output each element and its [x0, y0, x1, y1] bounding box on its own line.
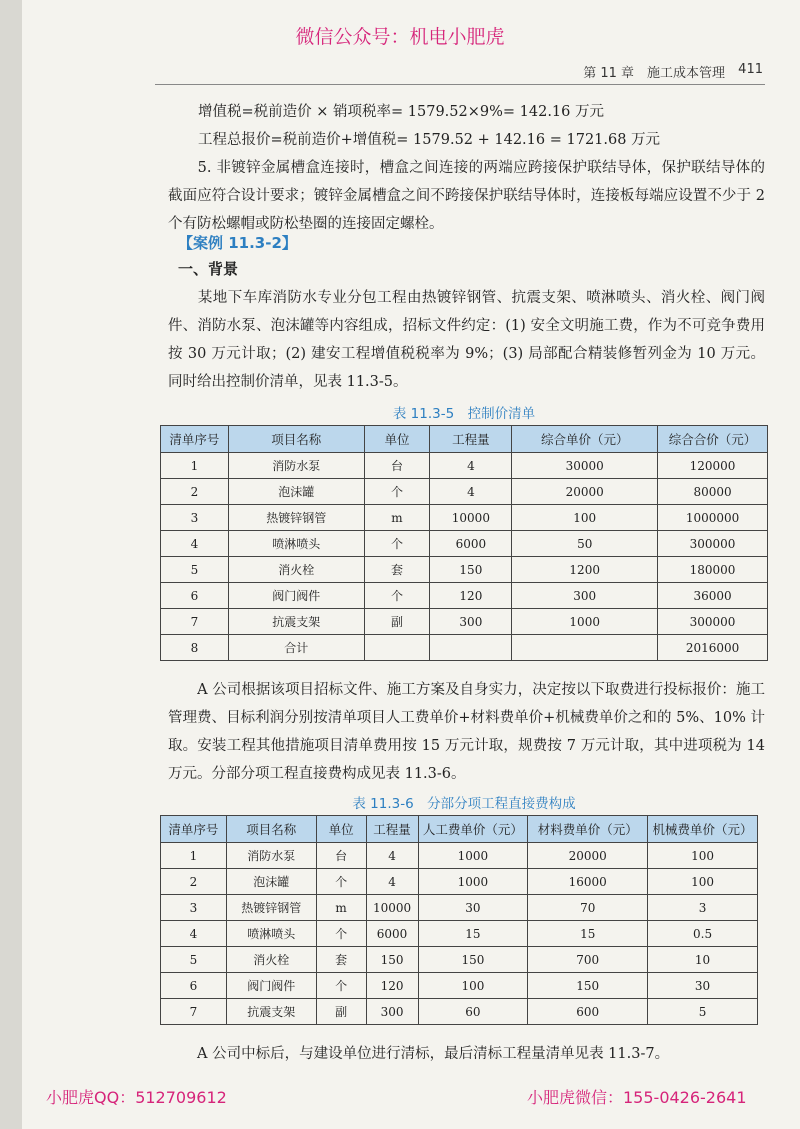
- table-row: [161, 895, 758, 921]
- col-header: 项目名称: [226, 816, 316, 843]
- table-cell: 4: [161, 531, 229, 557]
- table-cell: [512, 635, 658, 661]
- table-cell: 60: [418, 999, 528, 1025]
- table-cell: 喷淋喷头: [226, 921, 316, 947]
- table-cell: 1000: [418, 869, 528, 895]
- table-cell: 1000: [512, 609, 658, 635]
- table-cell: 副: [364, 609, 430, 635]
- table-cell: 台: [316, 843, 366, 869]
- control-price-table: [160, 425, 768, 661]
- table-cell: 1: [161, 453, 229, 479]
- table-cell: 消防水泵: [228, 453, 364, 479]
- formula-total-price: 工程总报价=税前造价+增值税= 1579.52 + 142.16 = 1721.68 万元: [198, 132, 661, 148]
- table-cell: 台: [364, 453, 430, 479]
- table-cell: 4: [430, 479, 512, 505]
- col-header: 项目名称: [228, 426, 364, 453]
- table-cell: 个: [316, 869, 366, 895]
- table-cell: 30000: [512, 453, 658, 479]
- table-row: [161, 973, 758, 999]
- watermark-top: 微信公众号：机电小肥虎: [295, 26, 505, 48]
- col-header: 单位: [364, 426, 430, 453]
- table-row: [161, 479, 768, 505]
- table-row: [161, 843, 758, 869]
- table-row: [161, 583, 768, 609]
- col-header: 工程量: [366, 816, 418, 843]
- col-header: 综合合价（元）: [658, 426, 768, 453]
- table-cell: 4: [366, 843, 418, 869]
- table-cell: 套: [364, 557, 430, 583]
- table-cell: 70: [528, 895, 648, 921]
- table-cell: 3: [648, 895, 758, 921]
- table-cell: 100: [648, 843, 758, 869]
- table-cell: 阀门阀件: [226, 973, 316, 999]
- section-title: 一、背景: [178, 260, 239, 278]
- table-cell: 个: [364, 583, 430, 609]
- table-cell: 阀门阀件: [228, 583, 364, 609]
- paragraph-bid-pricing: A 公司根据该项目招标文件、施工方案及自身实力，决定按以下取费进行投标报价：施工管理费、目标利润分别按清单项目人工费单价+材料费单价+机械费单价之和的 5%、10% 计取。安装工程其他措施项目清单费用按 15 万元计取，规费按 7 万元计取，其中进项税为 14 万元。分部分项工程直接费构成见表 11.3-6。: [168, 682, 765, 782]
- table-cell: 150: [430, 557, 512, 583]
- table-cell: 100: [648, 869, 758, 895]
- table-cell: 抗震支架: [226, 999, 316, 1025]
- table-cell: 4: [430, 453, 512, 479]
- table-row: [161, 609, 768, 635]
- table-header-row: [161, 426, 768, 453]
- direct-cost-table: [160, 815, 758, 1025]
- table-cell: 0.5: [648, 921, 758, 947]
- table-cell: 7: [161, 609, 229, 635]
- table-cell: 150: [528, 973, 648, 999]
- table-cell: 2016000: [658, 635, 768, 661]
- table-row: [161, 557, 768, 583]
- table-cell: 20000: [512, 479, 658, 505]
- table-cell: [430, 635, 512, 661]
- table-cell: m: [364, 505, 430, 531]
- table-cell: 30: [418, 895, 528, 921]
- paragraph-bid-clearing: A 公司中标后，与建设单位进行清标，最后清标工程量清单见表 11.3-7。: [168, 1046, 670, 1062]
- chapter-title: 第 11 章 施工成本管理: [583, 66, 725, 81]
- watermark-wechat: 小肥虎微信：155-0426-2641: [527, 1088, 747, 1107]
- table-cell: 抗震支架: [228, 609, 364, 635]
- table-cell: 6000: [366, 921, 418, 947]
- table-cell: 热镀锌钢管: [226, 895, 316, 921]
- table-cell: 2: [161, 479, 229, 505]
- table-cell: 6: [161, 973, 227, 999]
- table-cell: 700: [528, 947, 648, 973]
- col-header: 机械费单价（元）: [648, 816, 758, 843]
- table-cell: 5: [161, 947, 227, 973]
- table1-caption: 表 11.3-5 控制价清单: [392, 406, 536, 422]
- table-cell: 8: [161, 635, 229, 661]
- table-cell: 36000: [658, 583, 768, 609]
- table-cell: 10000: [366, 895, 418, 921]
- table-cell: 16000: [528, 869, 648, 895]
- table-cell: 套: [316, 947, 366, 973]
- table-cell: 2: [161, 869, 227, 895]
- table-cell: 1000000: [658, 505, 768, 531]
- col-header: 工程量: [430, 426, 512, 453]
- table-cell: 300000: [658, 609, 768, 635]
- table-cell: 300: [430, 609, 512, 635]
- page-binding-edge: [0, 0, 22, 1129]
- table-cell: 600: [528, 999, 648, 1025]
- table-row: [161, 999, 758, 1025]
- page-header: [155, 58, 765, 85]
- table-cell: 6: [161, 583, 229, 609]
- table2-caption: 表 11.3-6 分部分项工程直接费构成: [352, 796, 576, 812]
- table-cell: 300000: [658, 531, 768, 557]
- table-cell: 5: [161, 557, 229, 583]
- table-cell: 3: [161, 505, 229, 531]
- table-cell: 1200: [512, 557, 658, 583]
- table-cell: 120000: [658, 453, 768, 479]
- table-cell: 180000: [658, 557, 768, 583]
- paragraph-background: 某地下车库消防水专业分包工程由热镀锌钢管、抗震支架、喷淋喷头、消火栓、阀门阀件、消防水泵、泡沫罐等内容组成，招标文件约定：(1) 安全文明施工费，作为不可竞争费用按 30 万元计取；(2) 建安工程增值税税率为 9%；(3) 局部配合精装修暂列金为 10 万元。同时给出控制价清单，见表 11.3-5。: [168, 290, 765, 390]
- table-row: [161, 921, 758, 947]
- table-cell: 1000: [418, 843, 528, 869]
- col-header: 清单序号: [161, 816, 227, 843]
- table-cell: 7: [161, 999, 227, 1025]
- table-cell: 个: [316, 973, 366, 999]
- table-cell: 120: [366, 973, 418, 999]
- col-header: 单位: [316, 816, 366, 843]
- table-cell: 100: [512, 505, 658, 531]
- table-cell: 100: [418, 973, 528, 999]
- table-cell: 消火栓: [228, 557, 364, 583]
- table-cell: 15: [528, 921, 648, 947]
- col-header: 清单序号: [161, 426, 229, 453]
- table-cell: [364, 635, 430, 661]
- table-cell: 热镀锌钢管: [228, 505, 364, 531]
- table-cell: 4: [161, 921, 227, 947]
- table-cell: 30: [648, 973, 758, 999]
- table-cell: 150: [418, 947, 528, 973]
- table-cell: 10: [648, 947, 758, 973]
- table-cell: 泡沫罐: [228, 479, 364, 505]
- table-cell: 5: [648, 999, 758, 1025]
- table-cell: 副: [316, 999, 366, 1025]
- table-cell: 个: [364, 479, 430, 505]
- table-row: [161, 531, 768, 557]
- table-cell: 1: [161, 843, 227, 869]
- table-cell: 80000: [658, 479, 768, 505]
- table-cell: 20000: [528, 843, 648, 869]
- table-cell: 15: [418, 921, 528, 947]
- table-row: [161, 635, 768, 661]
- table-cell: 喷淋喷头: [228, 531, 364, 557]
- table-cell: 消防水泵: [226, 843, 316, 869]
- table-row: [161, 869, 758, 895]
- case-title: 【案例 11.3-2】: [178, 234, 297, 252]
- table-cell: 6000: [430, 531, 512, 557]
- table-row: [161, 505, 768, 531]
- col-header: 材料费单价（元）: [528, 816, 648, 843]
- paragraph-item-5: 5. 非镀锌金属槽盒连接时，槽盒之间连接的两端应跨接保护联结导体，保护联结导体的截面应符合设计要求；镀锌金属槽盒之间不跨接保护联结导体时，连接板每端应设置不少于 2 个有防松螺帽或防松垫圈的连接固定螺栓。: [168, 160, 765, 232]
- table-cell: 50: [512, 531, 658, 557]
- table-cell: 个: [316, 921, 366, 947]
- table-cell: 120: [430, 583, 512, 609]
- table-row: [161, 947, 758, 973]
- table-header-row: [161, 816, 758, 843]
- table-cell: 个: [364, 531, 430, 557]
- table-cell: 3: [161, 895, 227, 921]
- page-number: 411: [738, 62, 763, 77]
- table-cell: 4: [366, 869, 418, 895]
- table-row: [161, 453, 768, 479]
- col-header: 综合单价（元）: [512, 426, 658, 453]
- col-header: 人工费单价（元）: [418, 816, 528, 843]
- table-cell: 300: [512, 583, 658, 609]
- table-cell: 300: [366, 999, 418, 1025]
- table-cell: 10000: [430, 505, 512, 531]
- table-cell: 消火栓: [226, 947, 316, 973]
- table-cell: 150: [366, 947, 418, 973]
- table-cell: 泡沫罐: [226, 869, 316, 895]
- table-cell: m: [316, 895, 366, 921]
- formula-vat: 增值税=税前造价 × 销项税率= 1579.52×9%= 142.16 万元: [198, 104, 604, 120]
- table-cell: 合计: [228, 635, 364, 661]
- watermark-qq: 小肥虎QQ：512709612: [46, 1088, 227, 1107]
